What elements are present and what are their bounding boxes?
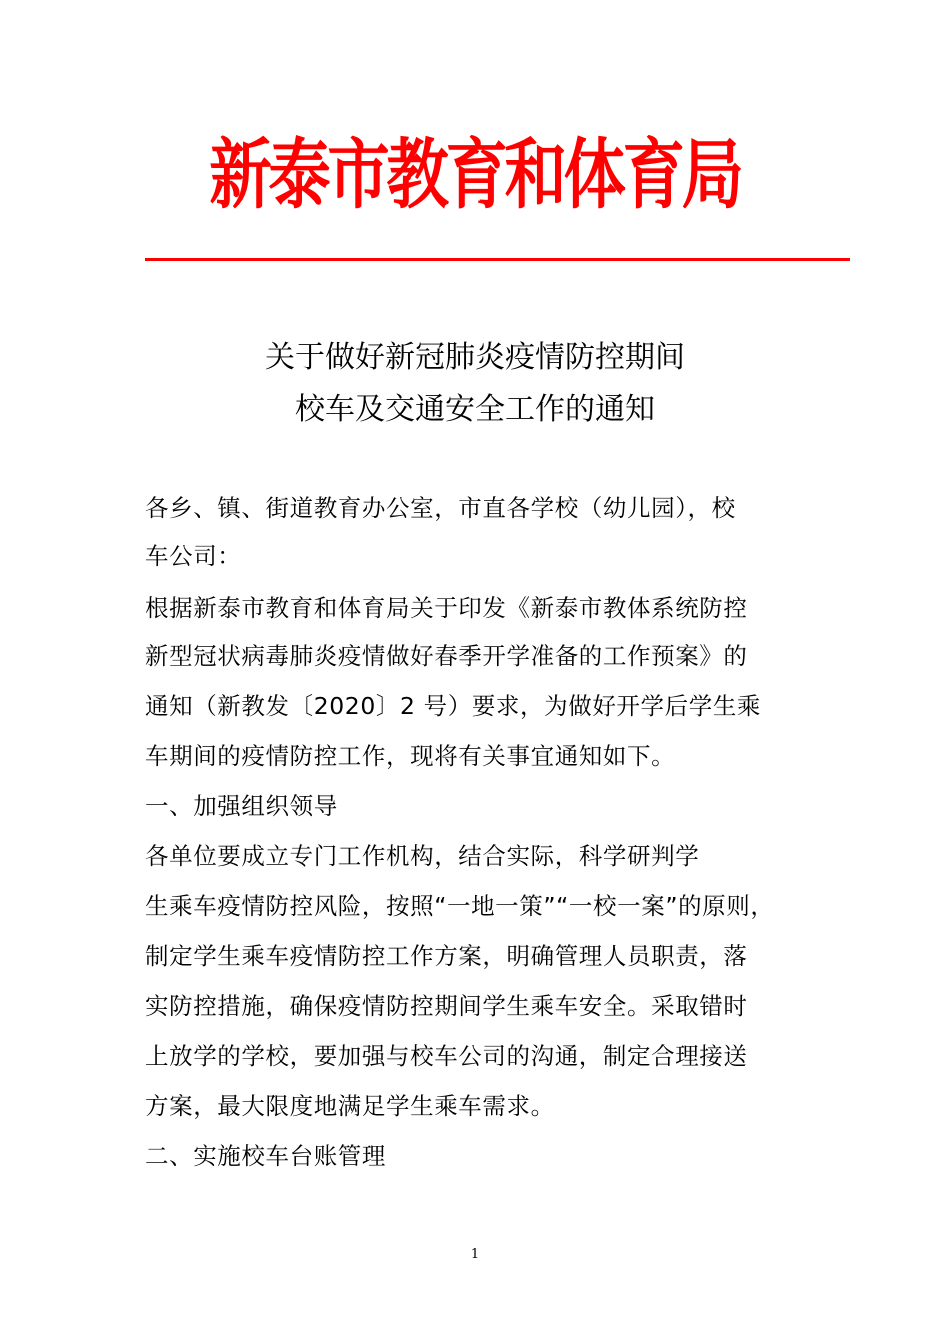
body-line-2: 车公司： (145, 542, 242, 570)
body-line-11: 实防控措施，确保疫情防控期间学生乘车安全。采取错时 (145, 992, 748, 1020)
body-line-1: 各乡、镇、街道教育办公室，市直各学校（幼儿园），校 (145, 494, 736, 522)
document-title-line-1: 关于做好新冠肺炎疫情防控期间 (265, 340, 685, 375)
document-title-line-2: 校车及交通安全工作的通知 (295, 392, 655, 427)
body-line-9: 生乘车疫情防控风险，按照“一地一策”“一校一案”的原则， (145, 892, 775, 920)
body-line-10: 制定学生乘车疫情防控工作方案，明确管理人员职责，落 (145, 942, 748, 970)
section-heading-2: 二、实施校车台账管理 (145, 1142, 386, 1170)
body-line-4: 新型冠状病毒肺炎疫情做好春季开学准备的工作预案》的 (145, 642, 748, 670)
body-line-12: 上放学的学校，要加强与校车公司的沟通，制定合理接送 (145, 1042, 748, 1070)
agency-masthead: 新泰市教育和体育局 (209, 130, 741, 219)
body-line-5: 通知（新教发〔2020〕2 号）要求，为做好开学后学生乘 (145, 692, 762, 720)
page-number: 1 (470, 1247, 480, 1262)
red-header-rule (145, 258, 850, 261)
body-line-13: 方案，最大限度地满足学生乘车需求。 (145, 1092, 555, 1120)
body-line-8: 各单位要成立专门工作机构，结合实际，科学研判学 (145, 842, 700, 870)
body-line-3: 根据新泰市教育和体育局关于印发《新泰市教体系统防控 (145, 594, 748, 622)
body-line-6: 车期间的疫情防控工作，现将有关事宜通知如下。 (145, 742, 676, 770)
section-heading-1: 一、加强组织领导 (145, 792, 338, 820)
